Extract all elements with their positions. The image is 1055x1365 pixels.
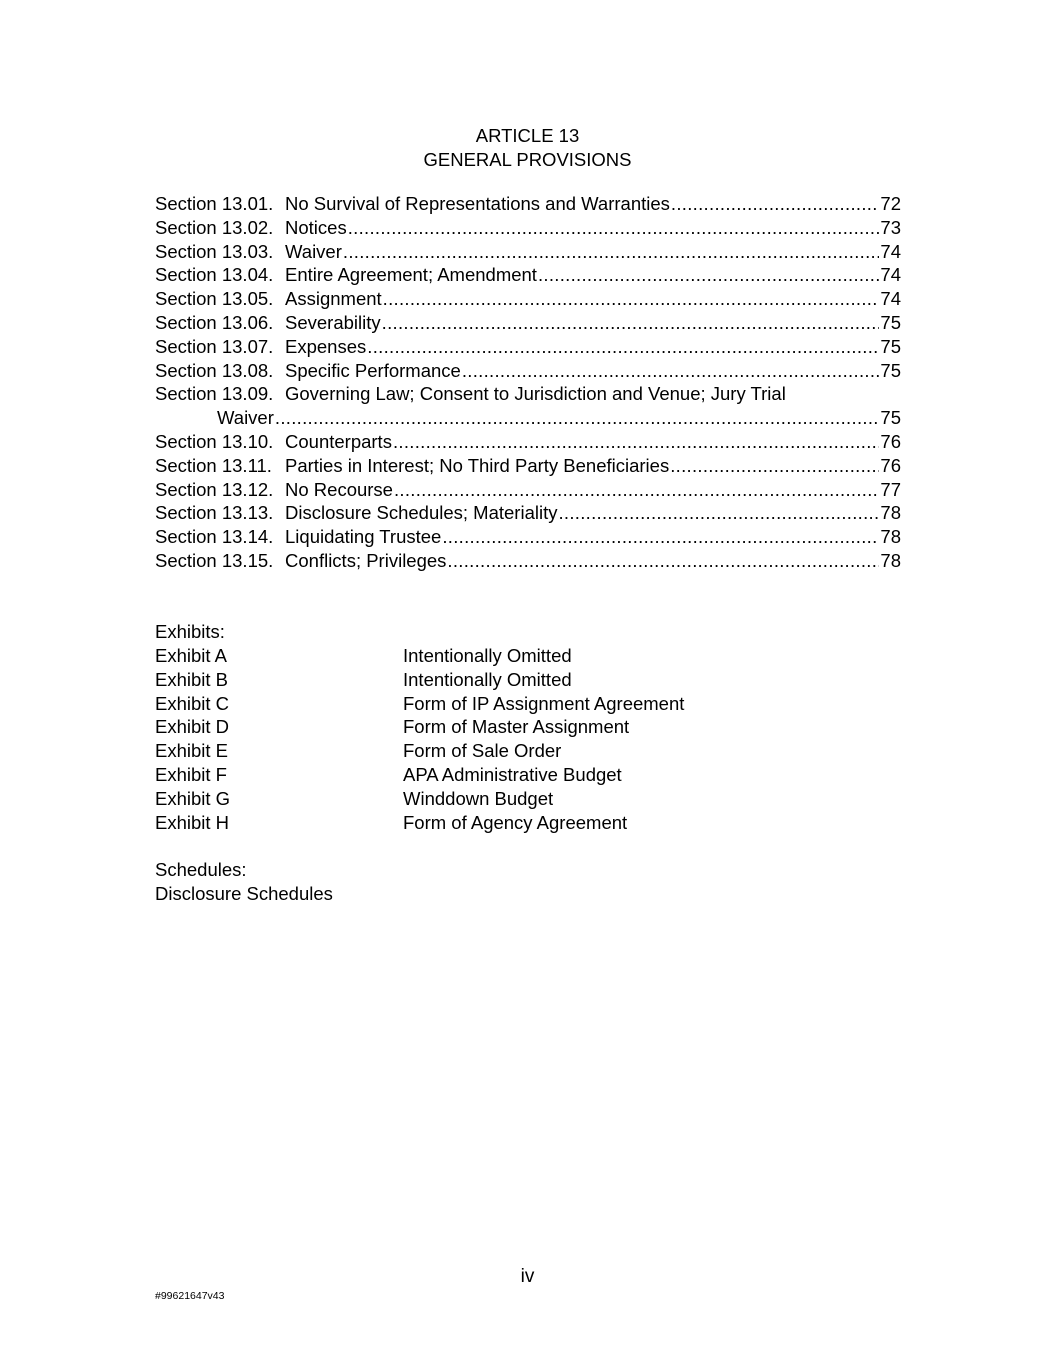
exhibit-title: Form of IP Assignment Agreement — [403, 692, 685, 714]
exhibit-label: Exhibit H — [155, 811, 230, 833]
section-title: Notices — [285, 216, 347, 238]
toc-entry-13-05[interactable] — [155, 287, 901, 311]
section-title: Specific Performance — [285, 359, 461, 381]
section-title: Conflicts; Privileges — [285, 549, 447, 571]
exhibit-label: Exhibit A — [155, 645, 227, 666]
page-number: iv — [520, 1266, 535, 1287]
exhibit-label: Exhibit D — [155, 716, 230, 738]
section-title: Liquidating Trustee — [285, 526, 442, 548]
page-reference: 75 — [880, 311, 901, 333]
page-reference: 73 — [880, 216, 901, 238]
dot-leader — [447, 549, 879, 573]
section-number: Section 13.06. — [155, 311, 274, 333]
toc-entry-13-10[interactable] — [155, 430, 901, 454]
article-title: GENERAL PROVISIONS — [423, 149, 632, 170]
dot-leader — [383, 287, 880, 311]
toc-entry-13-14[interactable] — [155, 525, 901, 549]
toc-entry-13-15[interactable] — [155, 549, 901, 573]
toc-entry-13-08[interactable] — [155, 359, 901, 383]
toc-entry-13-03[interactable] — [155, 240, 901, 264]
section-title: Severability — [285, 311, 381, 333]
page-reference: 74 — [880, 264, 901, 286]
section-number: Section 13.11. — [155, 454, 272, 476]
schedule-item: Disclosure Schedules — [155, 883, 333, 904]
exhibit-row-h — [155, 811, 900, 835]
page-reference: 75 — [880, 335, 901, 357]
dot-leader — [558, 501, 879, 525]
section-number: Section 13.14. — [155, 526, 274, 548]
section-title: Assignment — [285, 288, 382, 310]
dot-leader — [671, 192, 880, 216]
page-reference: 72 — [880, 193, 901, 214]
dot-leader — [367, 335, 879, 359]
section-number: Section 13.09. — [155, 383, 274, 405]
toc-entry-13-06[interactable] — [155, 311, 901, 335]
dot-leader — [275, 406, 880, 430]
section-number: Section 13.05. — [155, 288, 274, 310]
toc-entry-13-02[interactable] — [155, 216, 901, 240]
section-number: Section 13.04. — [155, 264, 274, 286]
toc-entry-13-12[interactable] — [155, 478, 901, 502]
section-title: Waiver — [285, 240, 342, 262]
exhibit-row-e — [155, 739, 900, 763]
section-number: Section 13.02. — [155, 216, 274, 238]
section-number: Section 13.13. — [155, 502, 274, 524]
toc-entry-second-line — [155, 406, 901, 430]
section-title: Governing Law; Consent to Jurisdiction and Venue; Jury Trial — [285, 383, 786, 405]
section-title: No Survival of Representations and Warranties — [285, 193, 670, 214]
page-reference: 78 — [880, 526, 901, 548]
schedules-list — [155, 858, 333, 906]
schedules-heading: Schedules: — [155, 859, 247, 880]
toc-entry-13-09[interactable] — [155, 382, 901, 430]
section-title: No Recourse — [285, 478, 393, 500]
section-number: Section 13.01. — [155, 193, 274, 214]
exhibit-label: Exhibit B — [155, 668, 229, 690]
exhibit-row-a — [155, 644, 900, 668]
page-reference: 76 — [880, 430, 901, 452]
dot-leader — [348, 216, 880, 240]
section-title: Counterparts — [285, 430, 392, 452]
section-number: Section 13.03. — [155, 240, 274, 262]
page-reference: 78 — [880, 502, 901, 524]
section-number: Section 13.07. — [155, 335, 274, 357]
exhibit-label: Exhibit C — [155, 692, 230, 714]
exhibit-title: Form of Sale Order — [403, 740, 562, 762]
page-reference: 78 — [880, 549, 901, 571]
dot-leader — [538, 263, 879, 287]
dot-leader — [442, 525, 879, 549]
section-title-continued: Waiver — [217, 407, 274, 429]
section-title: Expenses — [285, 335, 367, 357]
toc-entry-13-07[interactable] — [155, 335, 901, 359]
dot-leader — [462, 359, 880, 383]
toc-entry-13-11[interactable] — [155, 454, 901, 478]
exhibit-row-d — [155, 715, 900, 739]
section-number: Section 13.08. — [155, 359, 274, 381]
exhibit-title: Winddown Budget — [403, 787, 554, 809]
page-reference: 76 — [880, 454, 901, 476]
toc-entry-first-line — [155, 382, 901, 406]
exhibit-label: Exhibit E — [155, 740, 229, 762]
page-reference: 74 — [880, 288, 901, 310]
article-heading — [155, 124, 900, 172]
article-number: ARTICLE 13 — [475, 125, 580, 146]
toc-entry-13-13[interactable] — [155, 501, 901, 525]
exhibit-title: APA Administrative Budget — [403, 763, 622, 785]
section-number: Section 13.10. — [155, 430, 274, 452]
exhibit-title: Intentionally Omitted — [403, 645, 572, 666]
table-of-contents — [155, 192, 901, 573]
exhibit-title: Form of Agency Agreement — [403, 811, 628, 833]
section-title: Entire Agreement; Amendment — [285, 264, 537, 286]
page-reference: 75 — [880, 407, 901, 429]
section-title: Parties in Interest; No Third Party Beneficiaries — [285, 454, 670, 476]
section-title: Disclosure Schedules; Materiality — [285, 502, 558, 524]
exhibit-label: Exhibit G — [155, 787, 231, 809]
exhibits-heading: Exhibits: — [155, 621, 225, 642]
exhibit-row-f — [155, 763, 900, 787]
section-number: Section 13.12. — [155, 478, 274, 500]
dot-leader — [670, 454, 879, 478]
dot-leader — [343, 240, 880, 264]
page-reference: 77 — [880, 478, 901, 500]
toc-entry-13-04[interactable] — [155, 263, 901, 287]
exhibit-row-b — [155, 668, 900, 692]
exhibits-list — [155, 620, 900, 834]
exhibit-row-c — [155, 692, 900, 716]
exhibit-title: Intentionally Omitted — [403, 668, 572, 690]
exhibit-title: Form of Master Assignment — [403, 716, 630, 738]
section-number: Section 13.15. — [155, 549, 274, 571]
toc-entry-13-01[interactable] — [155, 192, 901, 216]
dot-leader — [393, 430, 879, 454]
page-reference: 75 — [880, 359, 901, 381]
exhibit-row-g — [155, 787, 900, 811]
dot-leader — [394, 478, 879, 502]
exhibit-label: Exhibit F — [155, 763, 227, 785]
dot-leader — [382, 311, 880, 335]
document-id: #99621647v43 — [155, 1290, 225, 1302]
page-reference: 74 — [880, 240, 901, 262]
